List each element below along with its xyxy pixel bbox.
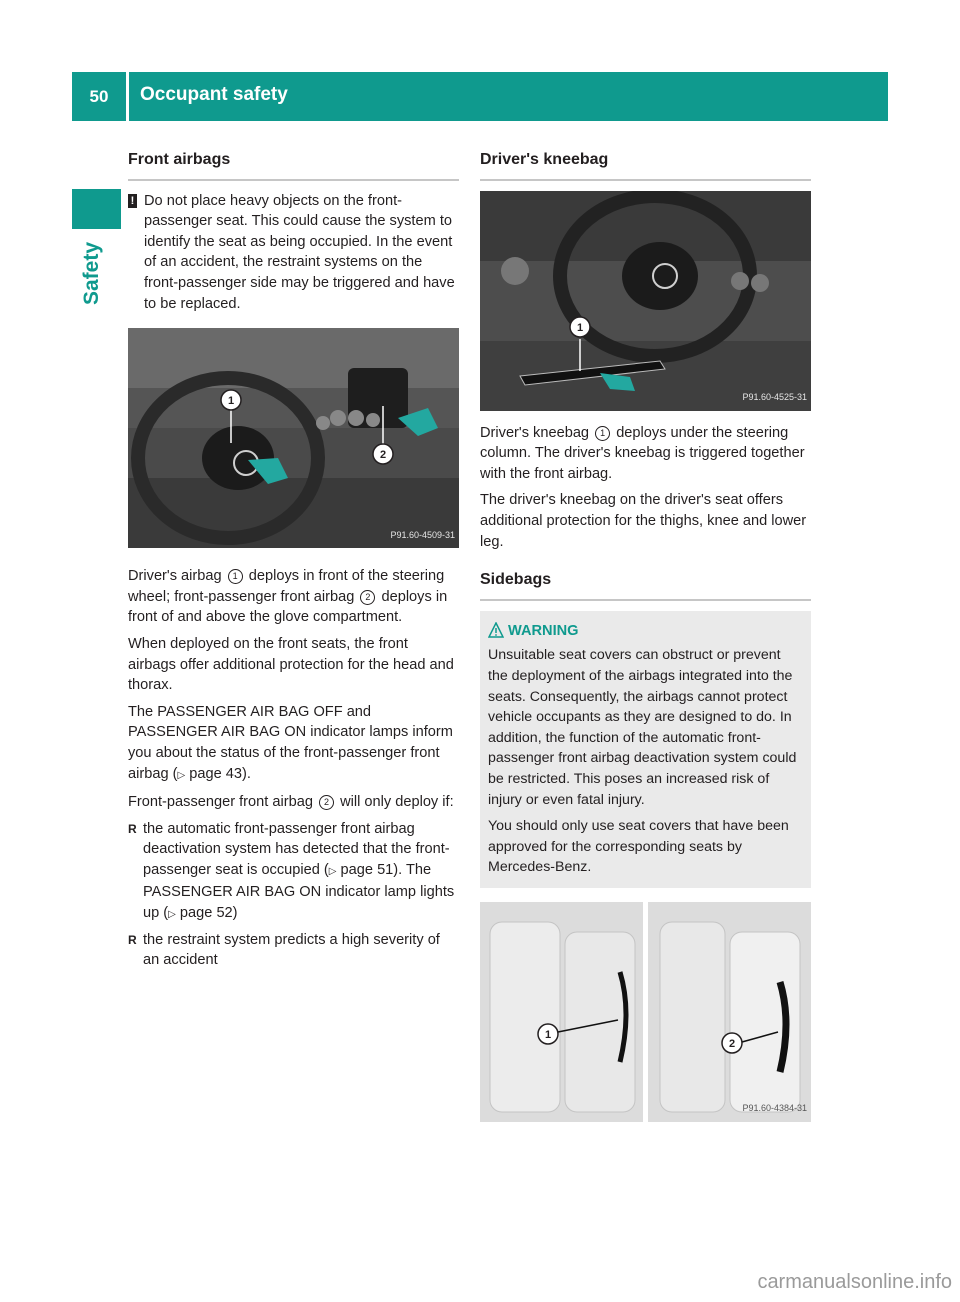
text-span: deploys in front of and above the glove compartment. bbox=[128, 588, 448, 626]
condition-list bbox=[128, 819, 459, 971]
front-airbag-illustration bbox=[128, 328, 459, 548]
front-airbags-title: Front airbags bbox=[128, 150, 459, 181]
warning-text: Unsuitable seat covers can obstruct or prevent the deployment of the airbags integrated into the seats. Consequently, the airbags cannot protect vehicle occupants as they are designed to do. In addition, the function of the automatic front-passenger front airbag deactivation system could be restricted. This poses an increased risk of injury or even fatal injury. bbox=[488, 647, 797, 808]
kneebag-illustration bbox=[480, 191, 811, 411]
sidebag-figure bbox=[480, 902, 811, 1122]
section-tab bbox=[72, 189, 121, 229]
text-span: Front-passenger front airbag bbox=[128, 794, 313, 811]
kneebag-title: Driver's kneebag bbox=[480, 150, 811, 181]
text-span: the automatic front-passenger front airbag deactivation system has detected that the front-passenger seat is occupied ( bbox=[143, 820, 450, 878]
paragraph-indicator-lamps bbox=[128, 702, 459, 786]
warning-box bbox=[480, 611, 811, 888]
warning-label: WARNING bbox=[508, 622, 579, 639]
paragraph-deploy-conditions bbox=[128, 792, 459, 813]
header-divider bbox=[126, 72, 129, 121]
front-airbag-figure bbox=[128, 328, 459, 548]
page-reference[interactable]: page 43). bbox=[189, 765, 251, 782]
kneebag-figure bbox=[480, 191, 811, 411]
sidebags-title: Sidebags bbox=[480, 570, 811, 601]
paragraph-protection: When deployed on the front seats, the front airbags offer additional protection for the head and thorax. bbox=[128, 635, 454, 694]
figure-code: P91.60-4525-31 bbox=[742, 392, 807, 402]
text-span: Driver's airbag bbox=[128, 568, 222, 585]
figure-label-1: 1 bbox=[576, 321, 584, 334]
page-title: Occupant safety bbox=[140, 84, 288, 105]
left-column bbox=[128, 150, 459, 975]
text-span: Driver's kneebag bbox=[480, 424, 590, 441]
warning-title bbox=[488, 621, 803, 642]
page-ref-icon: ▷ bbox=[168, 909, 176, 921]
text-span: deploys in front of the steering wheel; front-passenger front airbag bbox=[128, 568, 445, 605]
page-reference[interactable]: page 51). The PASSENGER AIR BAG ON indicator lamp lights up ( bbox=[143, 861, 455, 922]
circled-2: 2 bbox=[319, 795, 334, 810]
figure-label-2: 2 bbox=[379, 449, 387, 462]
paragraph-kneebag bbox=[480, 423, 811, 485]
text-span: will only deploy if: bbox=[340, 794, 454, 811]
sidebag-illustration bbox=[480, 902, 811, 1122]
paragraph-kneebag-protection: The driver's kneebag on the driver's seat offers additional protection for the thighs, knee and lower leg. bbox=[480, 492, 807, 550]
notice-text: Do not place heavy objects on the front-passenger seat. This could cause the system to identify the seat as being occupied. In the event of an accident, the restraint systems on the front-passenger side may be triggered and have to be replaced. bbox=[144, 192, 455, 312]
watermark: carmanualsonline.info bbox=[757, 1271, 952, 1293]
notice bbox=[128, 191, 459, 315]
figure-label-1: 1 bbox=[544, 1028, 552, 1041]
figure-code: P91.60-4384-31 bbox=[742, 1103, 807, 1114]
text-span: The PASSENGER AIR BAG OFF and PASSENGER AIR BAG ON indicator lamps inform you about the status of the front-passenger front airbag ( bbox=[128, 703, 453, 782]
warning-icon bbox=[488, 622, 504, 638]
page-ref-icon: ▷ bbox=[328, 865, 337, 877]
page-ref-icon: ▷ bbox=[177, 769, 186, 781]
figure-code: P91.60-4509-31 bbox=[390, 529, 455, 540]
figure-label-2: 2 bbox=[728, 1037, 736, 1050]
circled-1: 1 bbox=[228, 569, 243, 584]
list-item bbox=[128, 819, 459, 926]
section-label: Safety bbox=[80, 242, 103, 306]
right-column bbox=[480, 150, 811, 1122]
text-span: deploys under the steering column. The driver's kneebag is triggered together with the front airbag. bbox=[480, 424, 805, 482]
list-item: R the restraint system predicts a high severity of an accident bbox=[128, 930, 459, 971]
paragraph-driver-airbag bbox=[128, 566, 459, 628]
exclamation-icon: ! bbox=[128, 194, 137, 208]
warning-advice: You should only use seat covers that have been approved for the corresponding seats by Mercedes-Benz. bbox=[488, 818, 789, 876]
page-reference[interactable]: page 52) bbox=[179, 905, 238, 922]
figure-label-1: 1 bbox=[227, 395, 235, 408]
page-number: 50 bbox=[89, 86, 109, 106]
circled-2: 2 bbox=[360, 590, 375, 605]
circled-1: 1 bbox=[595, 426, 610, 441]
